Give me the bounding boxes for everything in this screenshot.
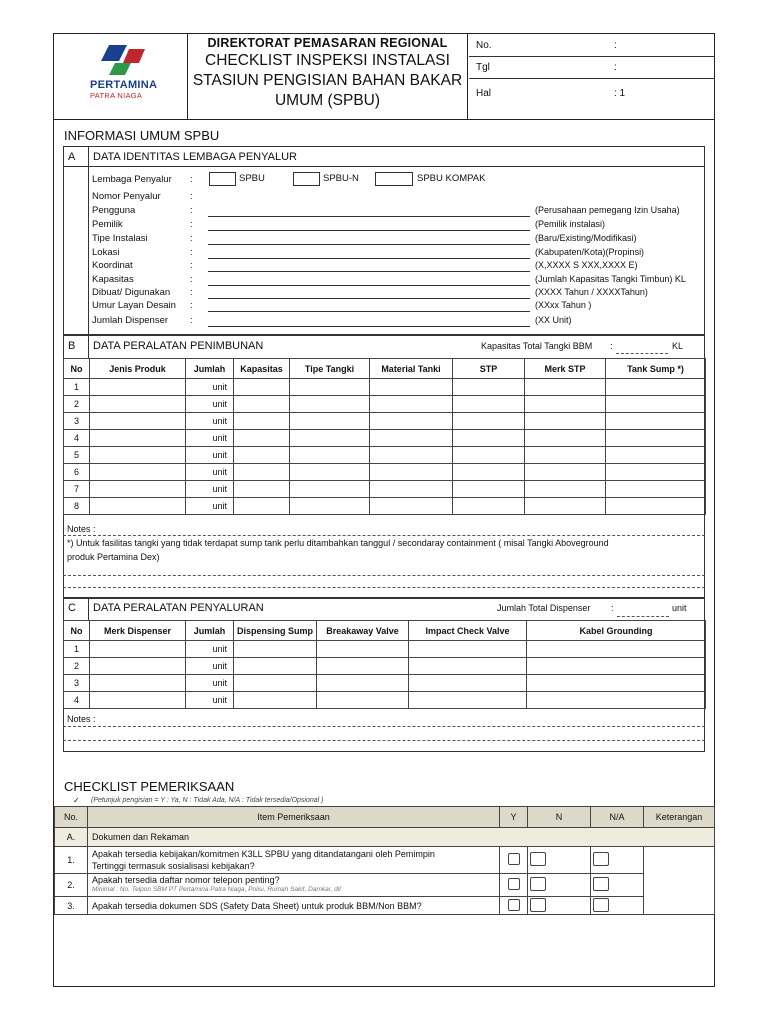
item-text: Apakah tersedia dokumen SDS (Safety Data Sheet) untuk produk BBM/Non BBM? xyxy=(88,897,500,915)
row-unit[interactable]: unit xyxy=(186,430,234,447)
notes-line[interactable] xyxy=(63,535,705,536)
table-row xyxy=(64,641,706,658)
field-label: Umur Layan Desain xyxy=(92,300,176,311)
col-header: Tank Sump *) xyxy=(606,359,706,379)
item-note: Minimal : No. Telpon SBM PT Pertamina Patra Niaga, Polisi, Rumah Sakit, Damkar, dll xyxy=(92,886,341,893)
field-input-line[interactable] xyxy=(208,298,530,299)
field-label: Tipe Instalasi xyxy=(92,233,148,244)
meta-tgl-label: Tgl xyxy=(476,62,490,73)
row-no: 6 xyxy=(64,464,90,481)
cell-input[interactable] xyxy=(453,430,525,447)
col-header: No. xyxy=(55,807,88,828)
field-label: Kapasitas xyxy=(92,274,134,285)
field-input-line[interactable] xyxy=(208,326,530,327)
cell-input[interactable] xyxy=(234,658,317,675)
cell-input[interactable] xyxy=(234,396,290,413)
cell-input[interactable] xyxy=(606,498,706,515)
notes-line[interactable] xyxy=(63,726,705,727)
col-header: Tipe Tangki xyxy=(290,359,370,379)
capacity-total-label: Kapasitas Total Tangki BBM xyxy=(481,341,593,351)
cell-input[interactable] xyxy=(90,430,186,447)
cell-input[interactable] xyxy=(409,641,527,658)
row-unit[interactable]: unit xyxy=(186,447,234,464)
cell-input[interactable] xyxy=(527,641,706,658)
title-line-1: CHECKLIST INSPEKSI INSTALASI xyxy=(205,52,450,69)
cell-input[interactable] xyxy=(370,396,453,413)
row-unit[interactable]: unit xyxy=(186,481,234,498)
cell-input[interactable] xyxy=(90,447,186,464)
cell-input[interactable] xyxy=(290,413,370,430)
cell-input[interactable] xyxy=(370,430,453,447)
table-row xyxy=(64,675,706,692)
no-checkbox[interactable] xyxy=(530,898,546,912)
field-label: Nomor Penyalur xyxy=(92,191,161,202)
section-b-title: DATA PERALATAN PENIMBUNAN xyxy=(93,340,264,352)
field-label: Lokasi xyxy=(92,247,120,258)
section-b-letter: B xyxy=(68,340,76,352)
col-header: Y xyxy=(500,807,528,828)
cell-input[interactable] xyxy=(527,675,706,692)
item-text: Apakah tersedia kebijakan/komitmen K3LL SPBU yang ditandatangani oleh Pemimpin xyxy=(92,849,435,859)
meta-no-value[interactable]: : xyxy=(614,40,617,51)
table-row xyxy=(64,658,706,675)
no-checkbox[interactable] xyxy=(530,852,546,866)
meta-tgl-value[interactable]: : xyxy=(614,62,617,73)
row-unit[interactable]: unit xyxy=(186,675,234,692)
cell-input[interactable] xyxy=(525,413,606,430)
spbu-n-checkbox[interactable] xyxy=(293,172,320,186)
row-no: 8 xyxy=(64,498,90,515)
cell-input[interactable] xyxy=(234,498,290,515)
cell-input[interactable] xyxy=(453,464,525,481)
cell-input[interactable] xyxy=(290,498,370,515)
row-unit[interactable]: unit xyxy=(186,692,234,709)
info-heading: INFORMASI UMUM SPBU xyxy=(64,128,220,143)
cell-input[interactable] xyxy=(606,430,706,447)
field-input-line[interactable] xyxy=(208,258,530,259)
col-header: Kabel Grounding xyxy=(527,621,706,641)
dispenser-table xyxy=(63,620,706,709)
yes-checkbox[interactable] xyxy=(508,899,520,911)
field-hint: (X,XXXX S XXX,XXXX E) xyxy=(535,260,638,270)
spbu-kompak-option: SPBU KOMPAK xyxy=(417,173,486,184)
pertamina-logo-icon xyxy=(87,39,157,79)
meta-hal-value[interactable]: : 1 xyxy=(614,88,626,99)
row-no: 2 xyxy=(64,396,90,413)
col-header: STP xyxy=(453,359,525,379)
cell-input[interactable] xyxy=(234,447,290,464)
row-unit[interactable]: unit xyxy=(186,498,234,515)
field-input-line[interactable] xyxy=(208,285,530,286)
dispenser-total-unit: unit xyxy=(672,603,687,613)
cell-input[interactable] xyxy=(409,658,527,675)
title-line-2: STASIUN PENGISIAN BAHAN BAKAR xyxy=(192,72,463,89)
col-header: N xyxy=(528,807,591,828)
section-b-col-line xyxy=(88,335,89,358)
cell-input[interactable] xyxy=(90,641,186,658)
cell-input[interactable] xyxy=(409,675,527,692)
cell-input[interactable] xyxy=(290,481,370,498)
section-c-title: DATA PERALATAN PENYALURAN xyxy=(93,602,264,614)
cell-input[interactable] xyxy=(234,692,317,709)
item-text: Tertinggi termasuk sosialisasi kebijakan? xyxy=(92,861,255,871)
cell-input[interactable] xyxy=(606,413,706,430)
cell-input[interactable] xyxy=(606,481,706,498)
cell-input[interactable] xyxy=(290,464,370,481)
item-no: 1. xyxy=(55,847,88,874)
field-input-line[interactable] xyxy=(208,230,530,231)
col-header: Kapasitas xyxy=(234,359,290,379)
cell-input[interactable] xyxy=(234,464,290,481)
field-hint: (Perusahaan pemegang Izin Usaha) xyxy=(535,205,680,215)
row-no: 3 xyxy=(64,675,90,692)
cell-input[interactable] xyxy=(453,481,525,498)
cell-input[interactable] xyxy=(525,447,606,464)
cell-input[interactable] xyxy=(90,396,186,413)
col-header: Merk Dispenser xyxy=(90,621,186,641)
table-row xyxy=(64,413,706,430)
notes-label: Notes : xyxy=(67,524,96,534)
cell-input[interactable] xyxy=(370,447,453,464)
group-no: A. xyxy=(55,828,88,847)
field-label: Dibuat/ Digunakan xyxy=(92,287,171,298)
col-header: Keterangan xyxy=(644,807,715,828)
field-hint: (Baru/Existing/Modifikasi) xyxy=(535,233,637,243)
col-header: Item Pemeriksaan xyxy=(88,807,500,828)
col-header: Jumlah xyxy=(186,359,234,379)
cell-input[interactable] xyxy=(90,481,186,498)
field-label: Pengguna xyxy=(92,205,136,216)
notes-line[interactable] xyxy=(63,587,705,588)
cell-input[interactable] xyxy=(525,430,606,447)
logo-subtitle: PATRA NIAGA xyxy=(90,91,143,100)
col-header: Jumlah xyxy=(186,621,234,641)
cell-input[interactable] xyxy=(527,658,706,675)
col-header: Jenis Produk xyxy=(90,359,186,379)
na-checkbox[interactable] xyxy=(593,877,609,891)
cell-input[interactable] xyxy=(90,413,186,430)
row-no: 7 xyxy=(64,481,90,498)
tank-table xyxy=(63,358,706,515)
dispenser-total-input[interactable] xyxy=(617,616,669,617)
cell-input[interactable] xyxy=(409,692,527,709)
checklist-row xyxy=(55,847,715,874)
cell-input[interactable] xyxy=(606,447,706,464)
cell-input[interactable] xyxy=(90,379,186,396)
col-header: Impact Check Valve xyxy=(409,621,527,641)
item-no: 3. xyxy=(55,897,88,915)
lembaga-label: Lembaga Penyalur xyxy=(92,174,172,185)
spbu-option: SPBU xyxy=(239,173,265,184)
row-unit[interactable]: unit xyxy=(186,658,234,675)
section-c-col-line xyxy=(88,598,89,620)
cell-input[interactable] xyxy=(453,396,525,413)
cell-input[interactable] xyxy=(317,675,409,692)
cell-input[interactable] xyxy=(453,447,525,464)
cell-input[interactable] xyxy=(606,464,706,481)
na-checkbox[interactable] xyxy=(593,898,609,912)
logo-name: PERTAMINA xyxy=(90,79,158,91)
checklist-row xyxy=(55,874,715,897)
row-unit[interactable]: unit xyxy=(186,464,234,481)
field-label: Koordinat xyxy=(92,260,133,271)
section-a-title: DATA IDENTITAS LEMBAGA PENYALUR xyxy=(93,151,297,163)
directorate: DIREKTORAT PEMASARAN REGIONAL xyxy=(207,36,448,50)
cell-input[interactable] xyxy=(370,481,453,498)
notes-line[interactable] xyxy=(63,575,705,576)
cell-input[interactable] xyxy=(525,379,606,396)
section-a-letter: A xyxy=(68,151,76,163)
header-divider xyxy=(53,119,715,120)
row-no: 1 xyxy=(64,641,90,658)
section-a-col-line xyxy=(88,146,89,335)
table-row xyxy=(64,430,706,447)
group-label: Dokumen dan Rekaman xyxy=(88,828,715,847)
col-header: Material Tanki xyxy=(370,359,453,379)
cell-input[interactable] xyxy=(90,498,186,515)
field-label: Jumlah Dispenser xyxy=(92,315,169,326)
cell-input[interactable] xyxy=(90,692,186,709)
cell-input[interactable] xyxy=(606,396,706,413)
cell-input[interactable] xyxy=(234,379,290,396)
cell-input[interactable] xyxy=(90,464,186,481)
field-hint: (Pemilik instalasi) xyxy=(535,219,606,229)
row-no: 4 xyxy=(64,430,90,447)
field-hint: (Kabupaten/Kota)(Propinsi) xyxy=(535,247,645,257)
checklist-heading: CHECKLIST PEMERIKSAAN xyxy=(64,779,235,794)
row-no: 2 xyxy=(64,658,90,675)
meta-hal-label: Hal xyxy=(476,88,492,99)
yes-checkbox[interactable] xyxy=(508,853,520,865)
item-no: 2. xyxy=(55,874,88,897)
table-row xyxy=(64,396,706,413)
table-row xyxy=(64,379,706,396)
cell-input[interactable] xyxy=(90,675,186,692)
row-no: 5 xyxy=(64,447,90,464)
cell-input[interactable] xyxy=(317,658,409,675)
header-title-cell xyxy=(188,33,468,119)
dispenser-total-label: Jumlah Total Dispenser xyxy=(497,603,591,613)
cell-input[interactable] xyxy=(234,430,290,447)
spbu-n-option: SPBU-N xyxy=(323,173,359,184)
spbu-kompak-checkbox[interactable] xyxy=(375,172,413,186)
footnote-line-2: produk Pertamina Dex) xyxy=(67,552,160,562)
meta-divider xyxy=(469,56,715,57)
field-hint: (XX Unit) xyxy=(535,315,572,325)
row-unit[interactable]: unit xyxy=(186,413,234,430)
row-no: 3 xyxy=(64,413,90,430)
col-header: Breakaway Valve xyxy=(317,621,409,641)
cell-input[interactable] xyxy=(370,498,453,515)
cell-input[interactable] xyxy=(370,464,453,481)
row-no: 4 xyxy=(64,692,90,709)
row-no: 1 xyxy=(64,379,90,396)
cell-input[interactable] xyxy=(234,413,290,430)
cell-input[interactable] xyxy=(606,379,706,396)
checklist-row xyxy=(55,897,715,915)
checklist-table xyxy=(54,806,715,915)
col-header: No xyxy=(64,359,90,379)
cell-input[interactable] xyxy=(453,498,525,515)
cell-input[interactable] xyxy=(525,498,606,515)
section-a-header-line xyxy=(63,166,705,167)
cell-input[interactable] xyxy=(525,464,606,481)
col-header: Dispensing Sump xyxy=(234,621,317,641)
capacity-total-unit: KL xyxy=(672,341,684,351)
checklist-instruction: (Petunjuk pengisian = Y : Ya, N : Tidak Ada, N/A : Tidak tersedia/Opsional ) xyxy=(91,797,324,804)
no-checkbox[interactable] xyxy=(530,877,546,891)
table-row xyxy=(64,481,706,498)
cell-input[interactable] xyxy=(453,379,525,396)
cell-input[interactable] xyxy=(234,641,317,658)
table-row xyxy=(64,498,706,515)
cell-input[interactable] xyxy=(527,692,706,709)
table-row xyxy=(64,692,706,709)
field-hint: (Jumlah Kapasitas Tangki Timbun) KL xyxy=(535,274,686,284)
field-input-line[interactable] xyxy=(208,311,530,312)
item-text: Apakah tersedia daftar nomor telepon penting? xyxy=(92,875,280,885)
field-input-line[interactable] xyxy=(208,271,530,272)
row-unit[interactable]: unit xyxy=(186,379,234,396)
cell-input[interactable] xyxy=(234,481,290,498)
cell-input[interactable] xyxy=(370,379,453,396)
checkmark-icon: ✓ xyxy=(73,796,80,805)
remarks-cell[interactable] xyxy=(644,847,715,915)
row-unit[interactable]: unit xyxy=(186,641,234,658)
title-line-3: UMUM (SPBU) xyxy=(274,92,381,109)
cell-input[interactable] xyxy=(453,413,525,430)
cell-input[interactable] xyxy=(525,396,606,413)
meta-no-label: No. xyxy=(476,40,492,51)
meta-divider xyxy=(469,78,715,79)
field-input-line[interactable] xyxy=(208,244,530,245)
table-row xyxy=(64,447,706,464)
cell-input[interactable] xyxy=(290,447,370,464)
field-label: Pemilik xyxy=(92,219,123,230)
na-checkbox[interactable] xyxy=(593,852,609,866)
notes-label: Notes : xyxy=(67,714,96,724)
cell-input[interactable] xyxy=(290,379,370,396)
col-header: Merk STP xyxy=(525,359,606,379)
spbu-checkbox[interactable] xyxy=(209,172,236,186)
table-row xyxy=(64,464,706,481)
logo-cell xyxy=(53,33,188,119)
cell-input[interactable] xyxy=(234,675,317,692)
cell-input[interactable] xyxy=(317,641,409,658)
footnote-line-1: *) Untuk fasilitas tangki yang tidak terdapat sump tank perlu ditambahkan tanggul / secondaray containment ( misal Tangki Aboveground xyxy=(67,538,609,548)
capacity-total-input[interactable] xyxy=(616,353,668,354)
row-unit[interactable]: unit xyxy=(186,396,234,413)
cell-input[interactable] xyxy=(370,413,453,430)
notes-line[interactable] xyxy=(63,740,705,741)
cell-input[interactable] xyxy=(290,396,370,413)
yes-checkbox[interactable] xyxy=(508,878,520,890)
field-input-line[interactable] xyxy=(208,216,530,217)
col-header: No xyxy=(64,621,90,641)
cell-input[interactable] xyxy=(90,658,186,675)
cell-input[interactable] xyxy=(290,430,370,447)
cell-input[interactable] xyxy=(525,481,606,498)
field-hint: (XXxx Tahun ) xyxy=(535,300,592,310)
section-c-letter: C xyxy=(68,602,76,614)
field-hint: (XXXX Tahun / XXXXTahun) xyxy=(535,287,648,297)
col-header: N/A xyxy=(591,807,644,828)
cell-input[interactable] xyxy=(317,692,409,709)
